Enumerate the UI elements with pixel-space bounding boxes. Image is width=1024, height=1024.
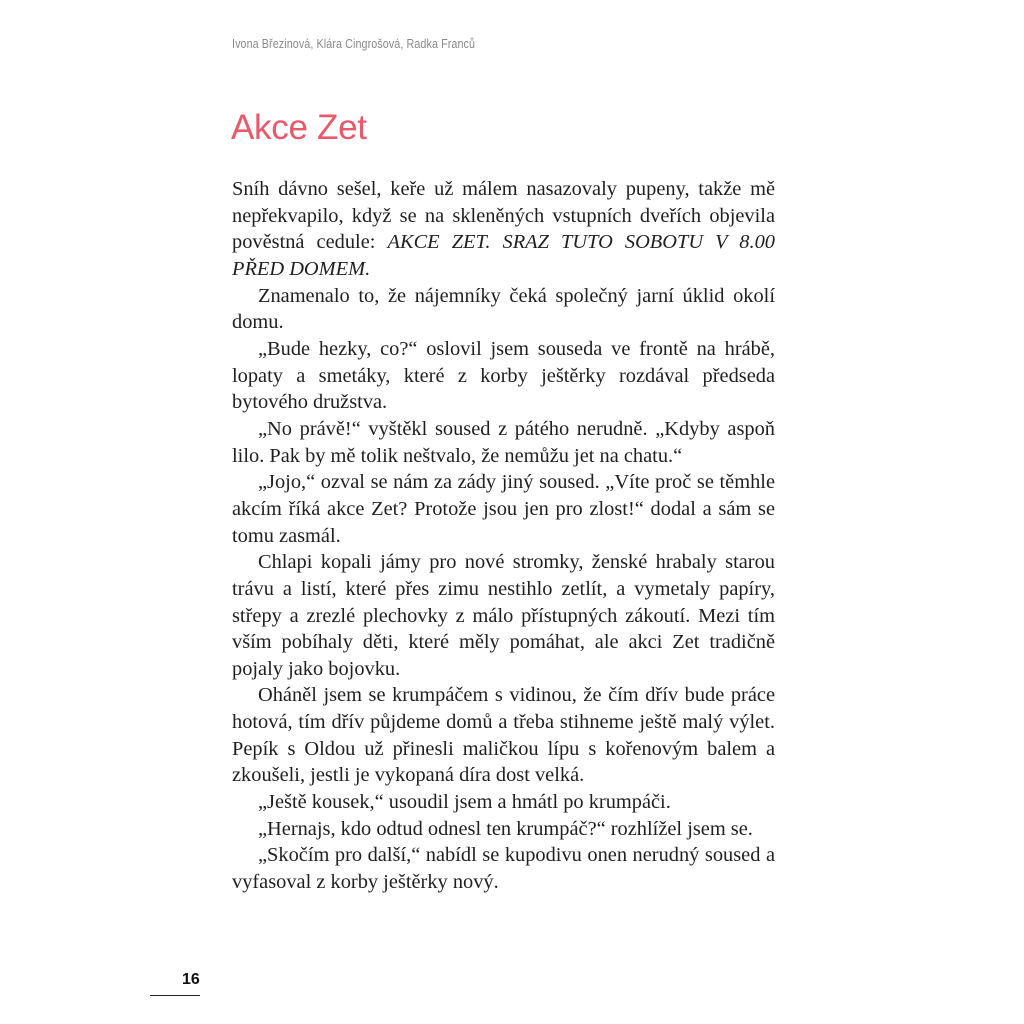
page-number: 16 bbox=[182, 971, 200, 988]
chapter-title: Akce Zet bbox=[231, 108, 367, 147]
paragraph-2: Znamenalo to, že nájemníky čeká společný jarní úklid okolí domu. bbox=[232, 284, 775, 334]
running-head-authors: Ivona Březinová, Klára Cingrošová, Radka Franců bbox=[232, 37, 476, 51]
notice-text: AKCE ZET. SRAZ TUTO SOBOTU V 8.00 PŘED DOMEM. bbox=[232, 231, 775, 280]
paragraph-9: „Hernajs, kdo odtud odnesl ten krumpáč?“ rozhlížel jsem se. bbox=[258, 817, 753, 840]
chapter-body bbox=[232, 176, 775, 896]
paragraph-8: „Ještě kousek,“ usoudil jsem a hmátl po krumpáči. bbox=[258, 791, 671, 814]
paragraph-5: „Jojo,“ ozval se nám za zády jiný soused. „Víte proč se těmhle akcím říká akce Zet? Protože jsou jen pro zlost!“ dodal a sám se tomu zasmál. bbox=[232, 471, 775, 547]
paragraph-1-text: Sníh dávno sešel, keře už málem nasazovaly pupeny, takže mě nepřekvapilo, když se na skleněných vstupních dveřích objevila pověstná cedule: bbox=[232, 178, 775, 254]
footer-rule bbox=[150, 995, 200, 996]
paragraph-6: Chlapi kopali jámy pro nové stromky, ženské hrabaly starou trávu a listí, které přes zimu nestihlo zetlít, a vymetaly papíry, střepy a zrezlé plechovky z málo přístupných zákoutí. Mezi tím vším pobíhaly děti, které měly pomáhat, ale akci Zet tradičně pojaly jako bojovku. bbox=[232, 551, 775, 680]
paragraph-7: Oháněl jsem se krumpáčem s vidinou, že čím dřív bude práce hotová, tím dřív půjdeme domů a třeba stihneme ještě malý výlet. Pepík s Oldou už přinesli maličkou lípu s kořenovým balem a zkoušeli, jestli je vykopaná díra dost velká. bbox=[232, 684, 775, 787]
paragraph-3: „Bude hezky, co?“ oslovil jsem souseda ve frontě na hrábě, lopaty a smetáky, které z korby ještěrky rozdával předseda bytového družstva. bbox=[232, 337, 775, 414]
paragraph-1 bbox=[232, 176, 775, 283]
paragraph-10: „Skočím pro další,“ nabídl se kupodivu onen nerudný soused a vyfasoval z korby ještěrky nový. bbox=[232, 844, 775, 894]
paragraph-4: „No právě!“ vyštěkl soused z pátého nerudně. „Kdyby aspoň lilo. Pak by mě tolik neštvalo, že nemůžu jet na chatu.“ bbox=[232, 417, 775, 467]
